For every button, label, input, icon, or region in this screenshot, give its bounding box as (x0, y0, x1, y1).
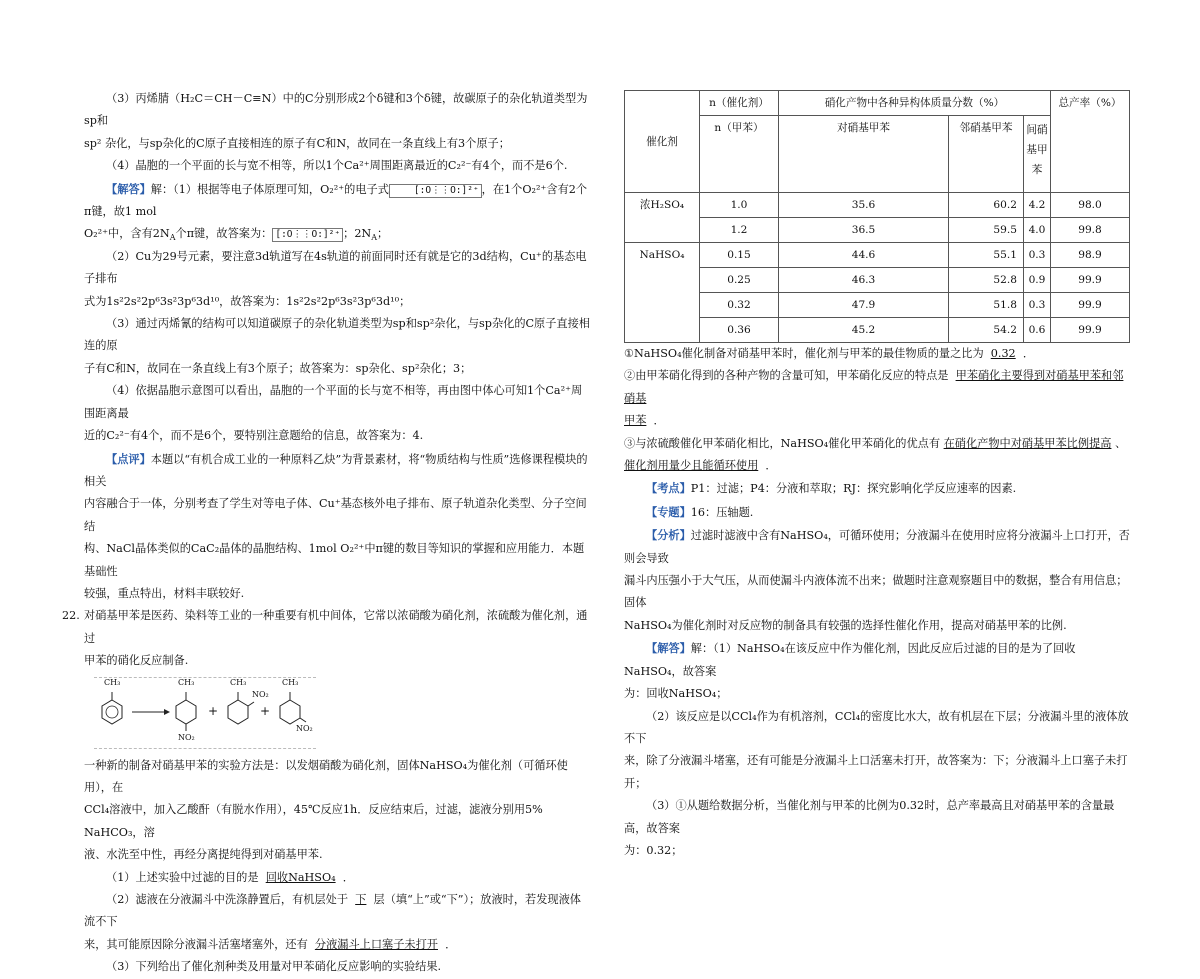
answer-blank: 催化剂用量少且能循环使用 (624, 459, 759, 473)
paragraph: 甲苯 ． (624, 414, 665, 428)
ch3-label: CH₃ (104, 677, 121, 687)
subanswer-2: ②由甲苯硝化得到的各种产物的含量可知，甲苯硝化反应的特点是 甲苯硝化主要得到对硝基甲苯和邻硝基 (624, 369, 1124, 405)
question-number: 22. (62, 609, 80, 623)
ch3-label: CH₃ (230, 677, 247, 687)
zhuanti-paragraph: 【专题】16：压轴题. (646, 504, 754, 519)
ch3-label: CH₃ (178, 677, 195, 687)
plus-sign: + (260, 703, 271, 718)
paragraph: （3）①从题给数据分析，当催化剂与甲苯的比例为0.32时，总产率最高且对硝基甲苯的含量最高，故答案 (624, 799, 1115, 835)
table-header: 邻硝基甲苯 (949, 116, 1024, 193)
paragraph: 为：回收NaHSO₄； (624, 687, 728, 701)
right-column (624, 90, 1130, 862)
table-cell: 0.15 (700, 243, 779, 268)
electron-formula: [:O⋮⋮O:]²⁺ (389, 184, 482, 198)
table-cell: 52.8 (949, 268, 1024, 293)
answer-blank: 下 (355, 893, 367, 906)
table-cell: 0.25 (700, 268, 779, 293)
table-cell: 0.3 (1024, 293, 1051, 318)
question-22: 22. 对硝基甲苯是医药、染料等工业的一种重要有机中间体，它常以浓硝酸为硝化剂，浓硫酸为催化剂，通过 (84, 605, 590, 650)
paragraph: 内容融合于一体，分别考查了学生对等电子体、Cu⁺基态核外电子排布、原子轨道杂化类型、分子空间结 (84, 497, 587, 533)
answer-blank: 甲苯 (624, 414, 647, 428)
answer-blank: 甲苯硝化主要得到对硝基甲苯和邻硝基 (624, 369, 1124, 405)
table-cell: 0.36 (700, 318, 779, 343)
answer-blank: 0.32 (990, 347, 1016, 360)
subquestion-1: （1）上述实验中过滤的目的是 回收NaHSO₄ ． (106, 870, 354, 884)
left-column (62, 88, 590, 979)
table-row (625, 318, 1130, 343)
table-cell: 35.6 (779, 193, 949, 218)
table-cell: 54.2 (949, 318, 1024, 343)
table-cell: 55.1 (949, 243, 1024, 268)
analysis-tag: 【分析】 (646, 528, 691, 543)
table-row (625, 293, 1130, 318)
paragraph: 子有C和N，故同在一条直线上有3个原子；故答案为：sp杂化、sp²杂化；3； (84, 361, 472, 375)
table-cell: 1.2 (700, 218, 779, 243)
answer-blank: 回收NaHSO₄ (265, 870, 336, 884)
table-cell: 47.9 (779, 293, 949, 318)
table-header: 间硝基甲苯 (1024, 116, 1051, 193)
subquestion-2: （2）滤液在分液漏斗中洗涤静置后，有机层处于 下 层（填“上”或“下”）；放液时，若发现液体流不下 (84, 893, 581, 929)
table-cell: NaHSO₄ (625, 243, 700, 343)
paragraph: 来，除了分液漏斗堵塞，还有可能是分液漏斗上口活塞未打开，故答案为：下；分液漏斗上口塞子未打 (624, 754, 1128, 768)
paragraph: O₂²⁺中，含有$2N_A$个π键，故答案为： [:O⋮⋮O:]²⁺ ；$2N_A$； (84, 227, 389, 243)
paragraph: 催化剂用量少且能循环使用 ． (624, 459, 777, 473)
paragraph: NaHSO₄为催化剂时对反应物的制备具有较强的选择性催化作用，提高对硝基甲苯的比例. (624, 618, 1067, 632)
plus-sign: + (208, 703, 219, 718)
kaodian-paragraph: 【考点】P1：过滤；P4：分液和萃取；RJ：探究影响化学反应速率的因素. (646, 481, 1017, 496)
table-cell: 99.9 (1051, 293, 1130, 318)
paragraph: sp² 杂化，与sp杂化的C原子直接相连的原子有C和N，故同在一条直线上有3个原子； (84, 136, 510, 150)
table-row (625, 218, 1130, 243)
table-cell: 59.5 (949, 218, 1024, 243)
paragraph: 一种新的制备对硝基甲苯的实验方法是：以发烟硝酸为硝化剂，固体NaHSO₄为催化剂（可循环使用），在 (84, 758, 568, 794)
paragraph: 开； (624, 776, 647, 790)
paragraph: （2）该反应是以CCl₄作为有机溶剂，CCl₄的密度比水大，故有机层在下层；分液漏斗里的液体放不下 (624, 709, 1129, 745)
table-header: 总产率（%） (1051, 91, 1130, 193)
electron-formula: [:O⋮⋮O:]²⁺ (272, 228, 343, 242)
subanswer-1: ①NaHSO₄催化制备对硝基甲苯时，催化剂与甲苯的最佳物质的量之比为 0.32 ． (624, 347, 1035, 360)
solution-paragraph: 【解答】解：（1）NaHSO₄在该反应中作为催化剂，因此反应后过滤的目的是为了回收NaHSO₄，故答案 (624, 641, 1076, 678)
zhuanti-tag: 【专题】 (646, 504, 691, 519)
table-cell: 1.0 (700, 193, 779, 218)
table-cell: 98.0 (1051, 193, 1130, 218)
table-cell: 98.9 (1051, 243, 1130, 268)
no2-label: NO₂ (178, 732, 195, 742)
comment-tag: 【点评】 (106, 451, 151, 466)
paragraph: 较强，重点特出，材料丰联较好. (84, 586, 245, 600)
paragraph: （2）Cu为29号元素，要注意3d轨道写在4s轨道的前面同时还有就是它的3d结构，Cu⁺的基态电子排布 (84, 249, 587, 286)
table-cell: 4.2 (1024, 193, 1051, 218)
table-cell: 4.0 (1024, 218, 1051, 243)
paragraph: 式为1s²2s²2p⁶3s²3p⁶3d¹⁰，故答案为：1s²2s²2p⁶3s²3p⁶3d¹⁰； (84, 294, 411, 308)
table-cell: 0.3 (1024, 243, 1051, 268)
no2-label: NO₂ (252, 689, 269, 699)
paragraph: （3）通过丙烯氰的结构可以知道碳原子的杂化轨道类型为sp和sp²杂化，与sp杂化的C原子直接相连的原 (84, 317, 590, 353)
paragraph: 为：0.32； (624, 843, 683, 857)
paragraph: 近的C₂²⁻有4个，而不是6个，要特别注意题给的信息，故答案为：4. (84, 429, 424, 443)
solution-tag: 【解答】 (646, 641, 691, 656)
table-cell: 99.9 (1051, 268, 1130, 293)
paragraph: 构、NaCl晶体类似的CaC₂晶体的晶胞结构、1mol O₂²⁺中π键的数目等知识的掌握和应用能力．本题基础性 (84, 542, 585, 578)
paragraph: （4）依据晶胞示意图可以看出，晶胞的一个平面的长与宽不相等，再由图中体心可知1个Ca²⁺周围距离最 (84, 384, 583, 420)
paragraph: 漏斗内压强小于大气压，从而使漏斗内液体流不出来；做题时注意观察题目中的数据，整合有用信息；固体 (624, 574, 1128, 610)
table-cell: 36.5 (779, 218, 949, 243)
table-cell: 0.6 (1024, 318, 1051, 343)
table-cell: 0.32 (700, 293, 779, 318)
table-header: 催化剂 (625, 91, 700, 193)
table-cell: 60.2 (949, 193, 1024, 218)
paragraph: （3）丙烯腈（H₂C＝CH－C≡N）中的C分别形成2个δ键和3个δ键，故碳原子的杂化轨道类型为sp和 (84, 92, 588, 128)
table-header: 对硝基甲苯 (779, 116, 949, 193)
subquestion-3: （3）下列给出了催化剂种类及用量对甲苯硝化反应影响的实验结果. (106, 960, 442, 974)
comment-paragraph: 【点评】本题以“有机合成工业的一种原料乙炔”为背景素材，将“物质结构与性质”选修课程模块的相关 (84, 451, 588, 488)
solution-tag: 【解答】 (106, 181, 151, 196)
analysis-paragraph: 【分析】过滤时滤液中含有NaHSO₄，可循环使用；分液漏斗在使用时应将分液漏斗上口打开，否则会导致 (624, 528, 1130, 565)
table-header: n（催化剂） (700, 91, 779, 116)
reaction-scheme (94, 677, 316, 749)
table-cell: 44.6 (779, 243, 949, 268)
table-cell: 45.2 (779, 318, 949, 343)
paragraph: 甲苯的硝化反应制备. (84, 654, 189, 668)
ch3-label: CH₃ (282, 677, 299, 687)
table-row (625, 243, 1130, 268)
solution-paragraph: 【解答】解：（1）根据等电子体原理可知，O₂²⁺的电子式 [:O⋮⋮O:]²⁺ ，在1个O₂²⁺含有2个π键，故1 mol (84, 181, 588, 219)
table-header: 硝化产物中各种异构体质量分数（%） (779, 91, 1051, 116)
subanswer-3: ③与浓硫酸催化甲苯硝化相比，NaHSO₄催化甲苯硝化的优点有 在硝化产物中对硝基甲苯比例提高 、 (624, 436, 1127, 450)
table-cell: 浓H₂SO₄ (625, 193, 700, 243)
catalyst-table (624, 90, 1130, 343)
answer-blank: 分液漏斗上口塞子未打开 (314, 937, 438, 951)
reaction-drawing (94, 678, 316, 748)
table-header: n（甲苯） (700, 116, 779, 193)
kaodian-tag: 【考点】 (646, 481, 691, 496)
table-cell: 99.9 (1051, 318, 1130, 343)
table-row (625, 268, 1130, 293)
paragraph: （4）晶胞的一个平面的长与宽不相等，所以1个Ca²⁺周围距离最近的C₂²⁻有4个，而不是6个. (106, 159, 568, 173)
table-cell: 51.8 (949, 293, 1024, 318)
table-cell: 46.3 (779, 268, 949, 293)
answer-blank: 在硝化产物中对硝基甲苯比例提高 (943, 436, 1112, 450)
paragraph: 来，其可能原因除分液漏斗活塞堵塞外，还有 分液漏斗上口塞子未打开 ． (84, 937, 457, 951)
paragraph: CCl₄溶液中，加入乙酸酐（有脱水作用），45℃反应1h．反应结束后，过滤，滤液分别用5% NaHCO₃，溶 (84, 803, 543, 839)
table-cell: 99.8 (1051, 218, 1130, 243)
table-cell: 0.9 (1024, 268, 1051, 293)
table-row (625, 193, 1130, 218)
paragraph: 液、水洗至中性，再经分离提纯得到对硝基甲苯. (84, 848, 323, 862)
no2-label: NO₂ (296, 723, 313, 733)
